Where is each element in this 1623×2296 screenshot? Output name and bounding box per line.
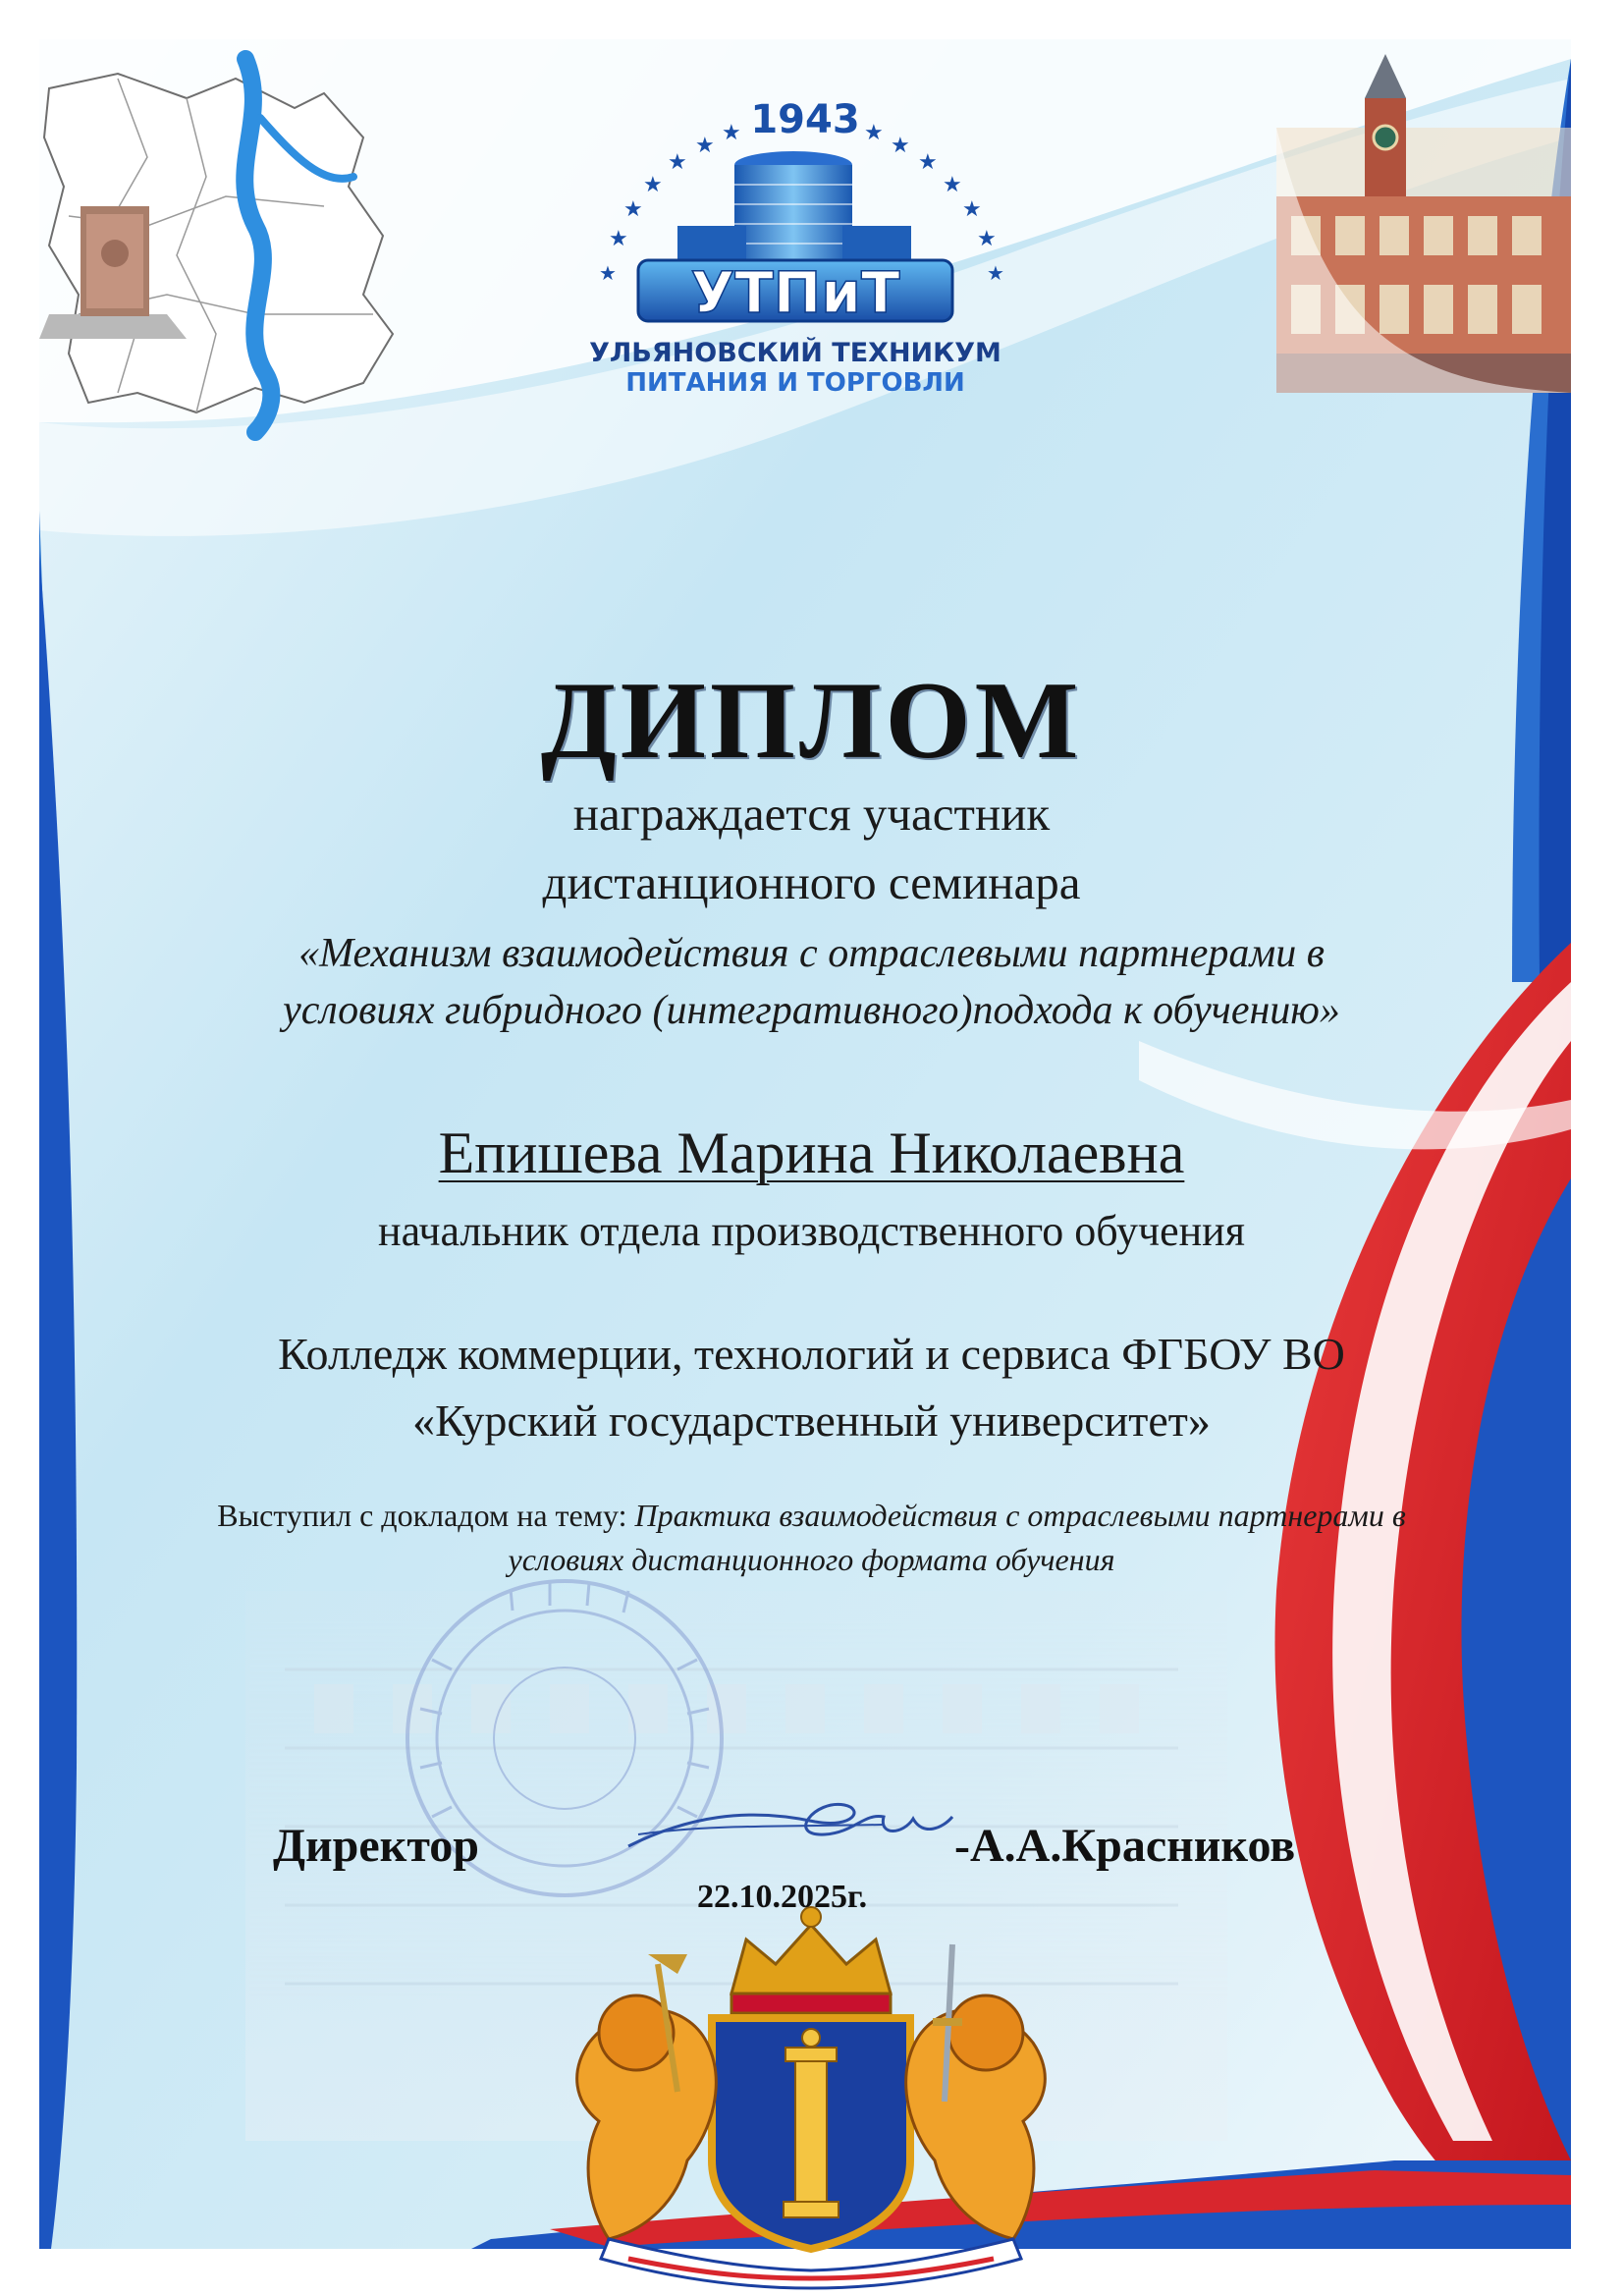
seminar-title-line-1: «Механизм взаимодействия с отраслевыми партнерами в xyxy=(298,931,1325,976)
logo-line-2: ПИТАНИЯ И ТОРГОВЛИ xyxy=(625,368,965,398)
signature-date: 22.10.2025г. xyxy=(697,1879,868,1915)
svg-text:★: ★ xyxy=(918,149,938,174)
logo-year: 1943 xyxy=(750,98,860,142)
recipient-position: начальник отдела производственного обучения xyxy=(378,1207,1245,1255)
recipient-name-row xyxy=(0,1120,1623,1187)
report-topic-1: Практика взаимодействия с отраслевыми партнерами в xyxy=(634,1498,1406,1533)
svg-text:★: ★ xyxy=(943,172,962,196)
svg-text:★: ★ xyxy=(599,263,617,285)
organization-line-2: «Курский государственный университет» xyxy=(412,1395,1211,1446)
seminar-title-line-2: условиях гибридного (интегративного)подхода к обучению» xyxy=(283,988,1340,1033)
signature-name: -А.А.Красников xyxy=(954,1820,1296,1872)
svg-text:★: ★ xyxy=(962,196,982,221)
svg-text:★: ★ xyxy=(987,263,1004,285)
report-line-1 xyxy=(0,1498,1623,1534)
signature-role: Директор xyxy=(273,1820,479,1872)
svg-text:★: ★ xyxy=(643,172,663,196)
report-prefix: Выступил с докладом на тему: xyxy=(217,1498,635,1533)
diploma-title: ДИПЛОМ xyxy=(540,660,1083,782)
svg-text:★: ★ xyxy=(977,226,997,250)
organization-line-1: Колледж коммерции, технологий и сервиса ФГБОУ ВО xyxy=(278,1329,1345,1379)
recipient-name: Епишева Марина Николаевна xyxy=(438,1121,1185,1185)
logo-abbreviation: УТПиТ xyxy=(690,259,900,326)
logo-line-1: УЛЬЯНОВСКИЙ ТЕХНИКУМ xyxy=(589,338,1001,368)
awarded-line-1: награждается участник xyxy=(572,787,1051,841)
svg-text:★: ★ xyxy=(891,133,910,157)
svg-text:★: ★ xyxy=(864,120,884,144)
svg-text:★: ★ xyxy=(695,133,715,157)
svg-text:★: ★ xyxy=(609,226,628,250)
college-logo xyxy=(530,98,1080,422)
svg-text:★: ★ xyxy=(668,149,687,174)
svg-text:★: ★ xyxy=(722,120,741,144)
awarded-line-2: дистанционного семинара xyxy=(542,855,1081,909)
report-topic-2: условиях дистанционного формата обучения xyxy=(508,1542,1115,1577)
svg-text:★: ★ xyxy=(623,196,643,221)
